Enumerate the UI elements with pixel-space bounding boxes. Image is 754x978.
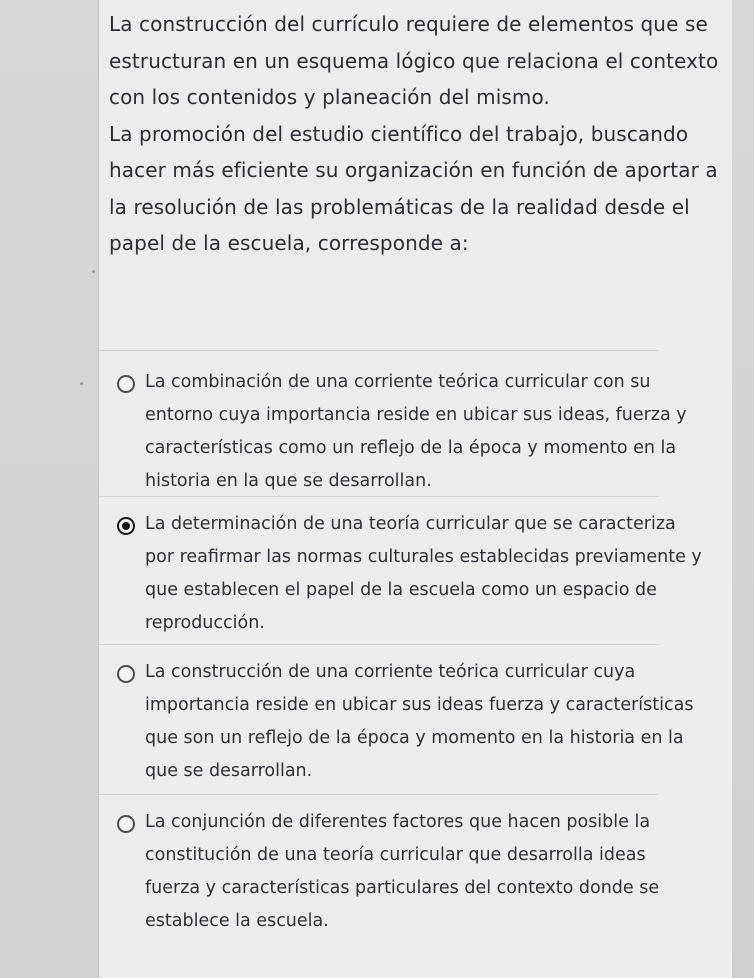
dust-spot [92,270,95,273]
radio-button-option-1[interactable] [117,375,135,393]
question-paragraph-prompt: La promoción del estudio científico del trabajo, buscando hacer más eficiente su organización en función de aportar a la resolución de las problemáticas de la realidad desde el papel de la escuela, corresponde a: [109,121,718,255]
answer-option-1-label[interactable]: La combinación de una corriente teórica curricular con su entorno cuya importancia reside en ubicar sus ideas, fuerza y características como un reflejo de la época y momento en la historia en la que se desarrollan. [145,372,687,491]
radio-button-option-4[interactable] [117,815,135,833]
right-margin [732,0,754,978]
option-divider [99,644,659,645]
question-divider [99,350,659,351]
answer-option-4-label[interactable]: La conjunción de diferentes factores que hacen posible la constitución de una teoría curricular que desarrolla ideas fuerza y características particulares del contexto donde se establece la escuela. [145,812,660,931]
answer-option-2-label[interactable]: La determinación de una teoría curricular que se caracteriza por reafirmar las normas culturales establecidas previamente y que establecen el papel de la escuela como un espacio de reproducción. [145,514,702,633]
left-margin [0,0,98,978]
radio-button-option-3[interactable] [117,665,135,683]
answer-option-3-label[interactable]: La construcción de una corriente teórica curricular cuya importancia reside en ubicar sus ideas fuerza y características que son un reflejo de la época y momento en la historia en la que se desarrollan. [145,662,694,781]
question-paragraph-context: La construcción del currículo requiere de elementos que se estructuran en un esquema lógico que relaciona el contexto con los contenidos y planeación del mismo. [109,12,719,109]
question-text [109,6,719,262]
radio-button-option-2-selected[interactable] [117,517,135,535]
option-divider [99,496,659,497]
option-divider [99,794,659,795]
dust-spot [80,382,83,385]
quiz-question-panel [98,0,734,978]
